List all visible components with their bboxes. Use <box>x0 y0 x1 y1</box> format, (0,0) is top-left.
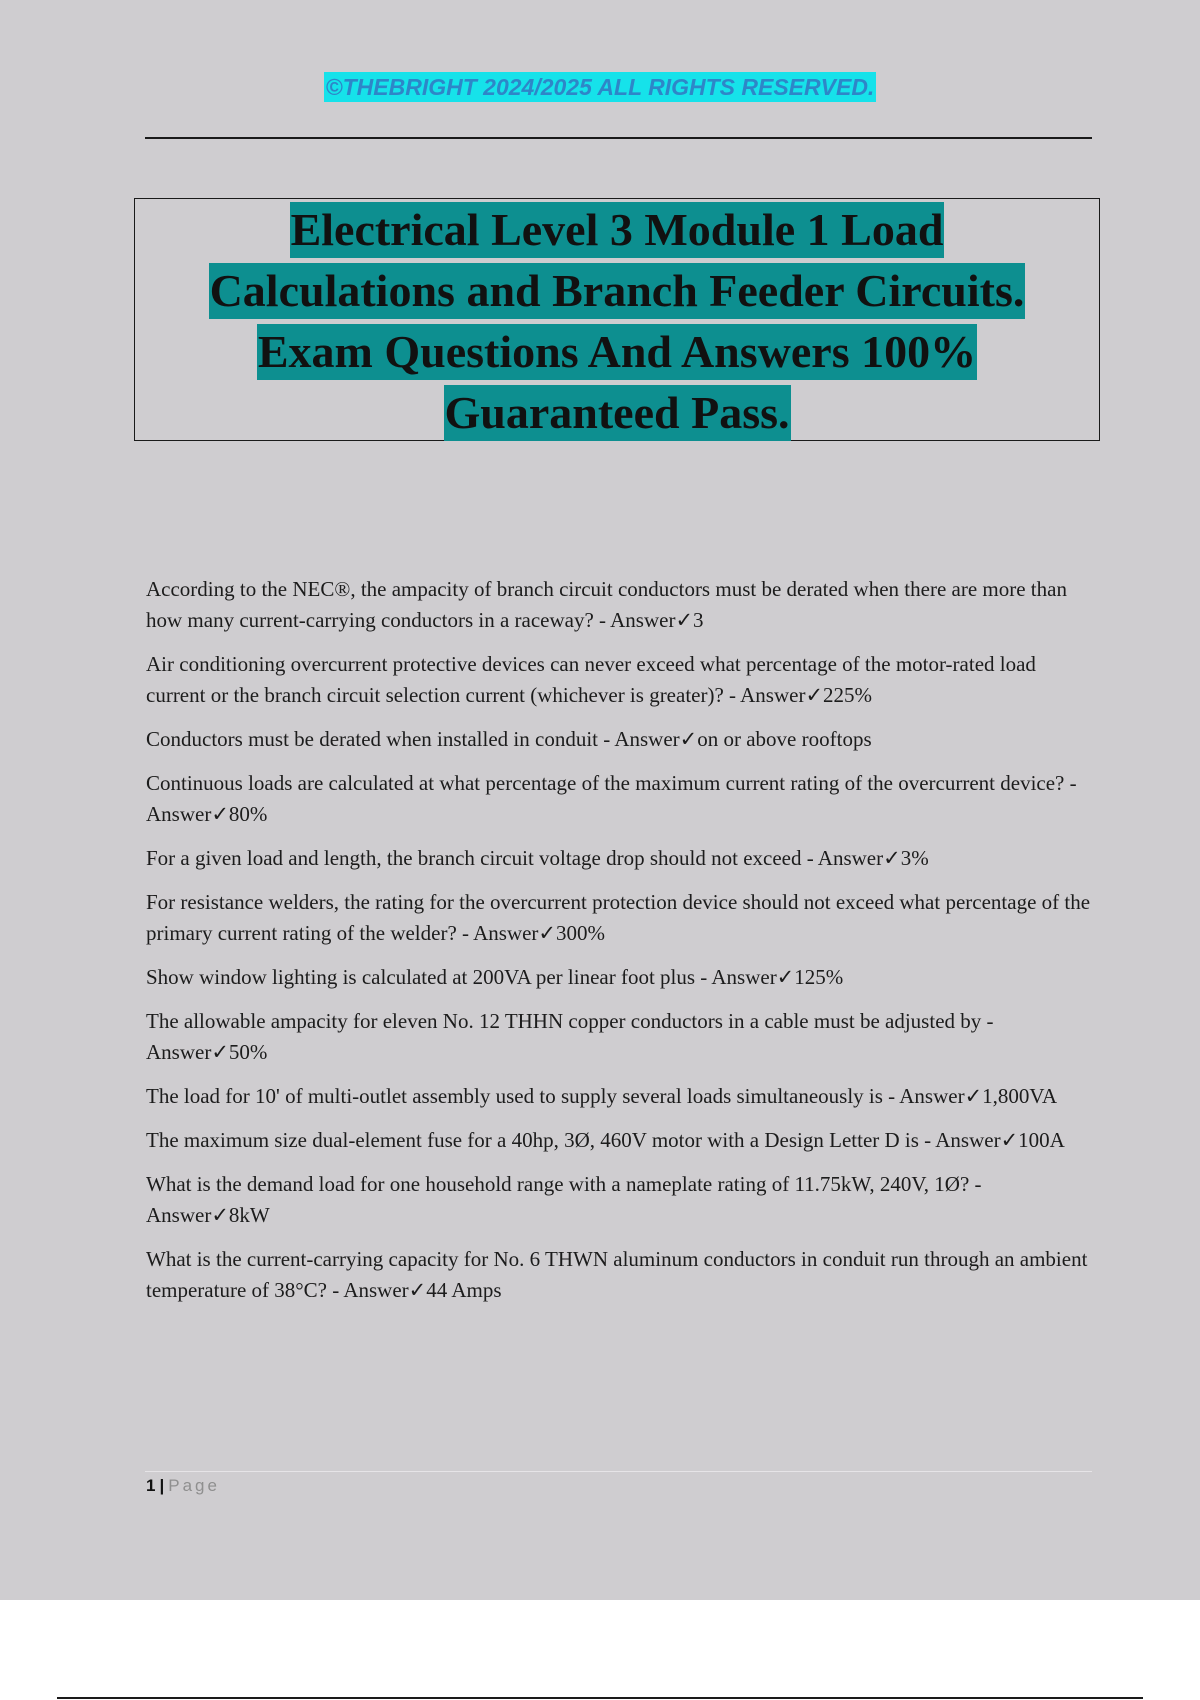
page-label: Page <box>168 1476 220 1495</box>
qa-item: For a given load and length, the branch circuit voltage drop should not exceed - Answer✓3% <box>146 846 929 870</box>
qa-item: The maximum size dual-element fuse for a 40hp, 3Ø, 460V motor with a Design Letter D is - Answer✓100A <box>146 1128 1065 1152</box>
page-number: 1 <box>146 1476 156 1495</box>
qa-item: Show window lighting is calculated at 200VA per linear foot plus - Answer✓125% <box>146 965 844 989</box>
next-page-divider <box>57 1697 1143 1699</box>
qa-item: For resistance welders, the rating for the overcurrent protection device should not exceed what percentage of the primary current rating of the welder? - Answer✓300% <box>146 890 1091 945</box>
title-line-1: Electrical Level 3 Module 1 Load <box>290 202 945 258</box>
question-answer-list <box>146 574 1096 1319</box>
qa-item: According to the NEC®, the ampacity of branch circuit conductors must be derated when there are more than how many current-carrying conductors in a raceway? - Answer✓3 <box>146 577 1067 632</box>
document-title <box>135 199 1099 443</box>
title-box <box>134 198 1100 441</box>
qa-item: Air conditioning overcurrent protective devices can never exceed what percentage of the motor-rated load current or the branch circuit selection current (whichever is greater)? - Answer✓225% <box>146 652 1036 707</box>
qa-item: The allowable ampacity for eleven No. 12 THHN copper conductors in a cable must be adjusted by - Answer✓50% <box>146 1009 994 1064</box>
header-divider <box>145 137 1092 139</box>
qa-item: Conductors must be derated when installed in conduit - Answer✓on or above rooftops <box>146 727 872 751</box>
qa-item: Continuous loads are calculated at what percentage of the maximum current rating of the overcurrent device? - Answer✓80% <box>146 771 1077 826</box>
title-line-2: Calculations and Branch Feeder Circuits. <box>209 263 1026 319</box>
qa-item: What is the demand load for one household range with a nameplate rating of 11.75kW, 240V, 1Ø? - Answer✓8kW <box>146 1172 982 1227</box>
page-number-footer <box>146 1473 220 1499</box>
copyright-header <box>0 74 1200 101</box>
title-line-3: Exam Questions And Answers 100% <box>257 324 977 380</box>
footer-divider <box>145 1471 1092 1472</box>
page-number-separator: | <box>159 1476 165 1495</box>
qa-item: The load for 10' of multi-outlet assembly used to supply several loads simultaneously is - Answer✓1,800VA <box>146 1084 1058 1108</box>
qa-item: What is the current-carrying capacity for No. 6 THWN aluminum conductors in conduit run through an ambient temperature of 38°C? - Answer✓44 Amps <box>146 1247 1088 1302</box>
title-line-4: Guaranteed Pass. <box>444 385 791 441</box>
copyright-text: ©THEBRIGHT 2024/2025 ALL RIGHTS RESERVED. <box>325 74 875 100</box>
